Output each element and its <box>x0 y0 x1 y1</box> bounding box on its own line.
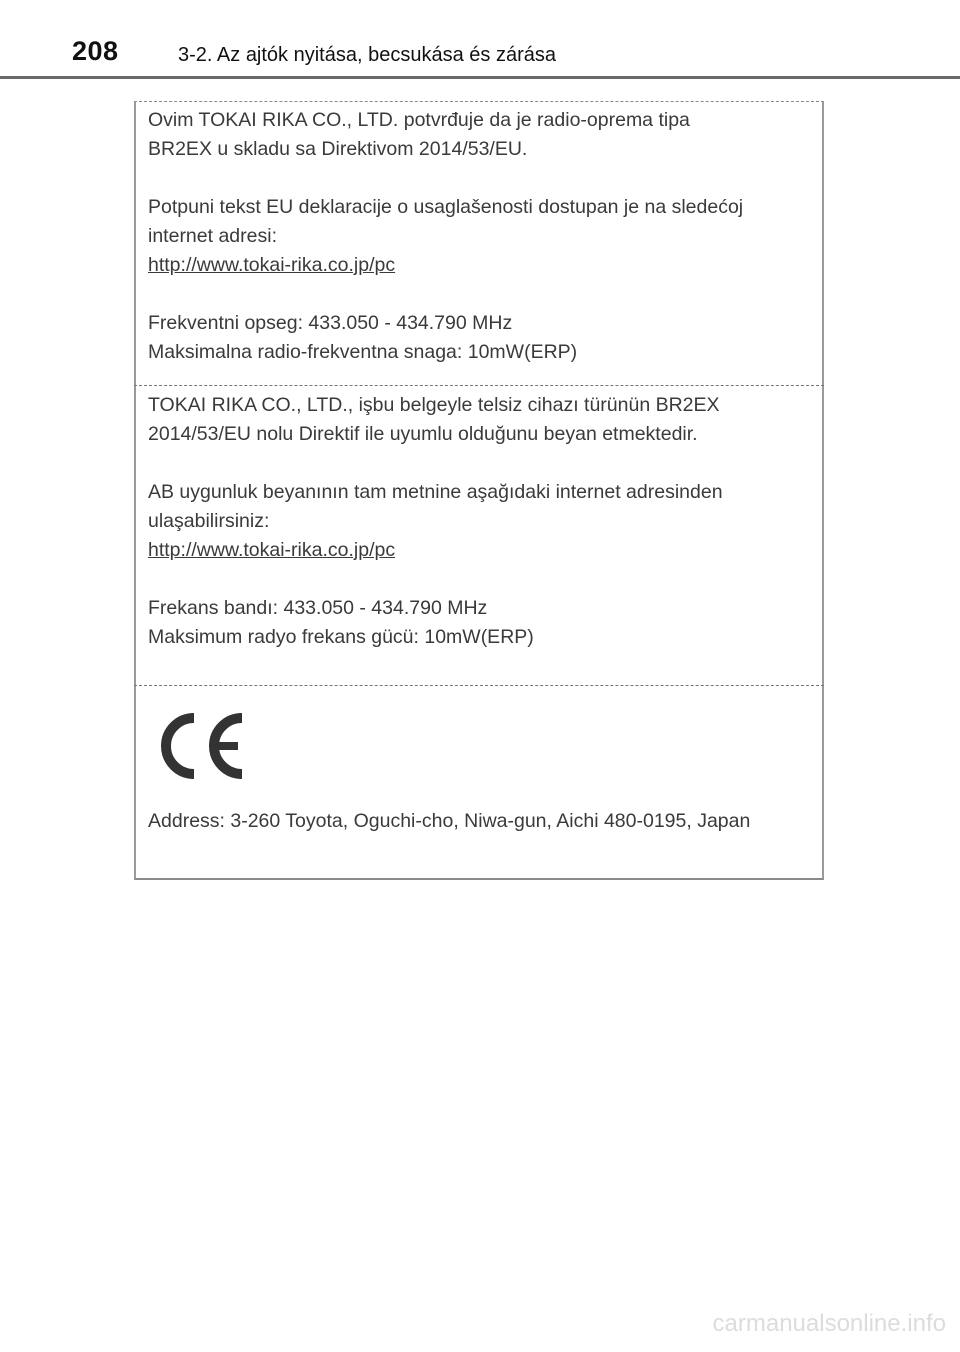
serbian-link[interactable]: http://www.tokai-rika.co.jp/pc <box>148 254 396 276</box>
section-divider <box>134 385 824 386</box>
serbian-line-2: BR2EX u skladu sa Direktivom 2014/53/EU. <box>148 138 528 160</box>
turkish-line-2: 2014/53/EU nolu Direktif ile uyumlu olduğunu beyan etmektedir. <box>148 423 698 445</box>
manufacturer-address: Address: 3-260 Toyota, Oguchi-cho, Niwa-gun, Aichi 480-0195, Japan <box>148 810 751 832</box>
serbian-line-3: Potpuni tekst EU deklaracije o usaglašenosti dostupan je na sledećoj <box>148 196 744 218</box>
section-title: 3-2. Az ajtók nyitása, becsukása és zárása <box>178 44 556 66</box>
turkish-line-4: ulaşabilirsiniz: <box>148 510 270 532</box>
turkish-power: Maksimum radyo frekans gücü: 10mW(ERP) <box>148 626 534 648</box>
header-rule <box>0 76 960 79</box>
page-header <box>0 0 960 78</box>
turkish-frequency: Frekans bandı: 433.050 - 434.790 MHz <box>148 597 488 619</box>
turkish-declaration <box>148 391 808 652</box>
section-divider <box>134 685 824 686</box>
turkish-line-3: AB uygunluk beyanının tam metnine aşağıdaki internet adresinden <box>148 481 723 503</box>
page-number: 208 <box>72 36 119 66</box>
serbian-declaration <box>148 106 808 367</box>
serbian-frequency: Frekventni opseg: 433.050 - 434.790 MHz <box>148 312 513 334</box>
watermark: carmanualsonline.info <box>712 1310 946 1337</box>
serbian-power: Maksimalna radio-frekventna snaga: 10mW(ERP) <box>148 341 578 363</box>
declaration-box <box>134 101 824 880</box>
ce-mark-icon <box>158 712 254 785</box>
turkish-line-1: TOKAI RIKA CO., LTD., işbu belgeyle telsiz cihazı türünün BR2EX <box>148 394 720 416</box>
turkish-link[interactable]: http://www.tokai-rika.co.jp/pc <box>148 539 396 561</box>
serbian-line-1: Ovim TOKAI RIKA CO., LTD. potvrđuje da je radio-oprema tipa <box>148 109 690 131</box>
serbian-line-4: internet adresi: <box>148 225 277 247</box>
